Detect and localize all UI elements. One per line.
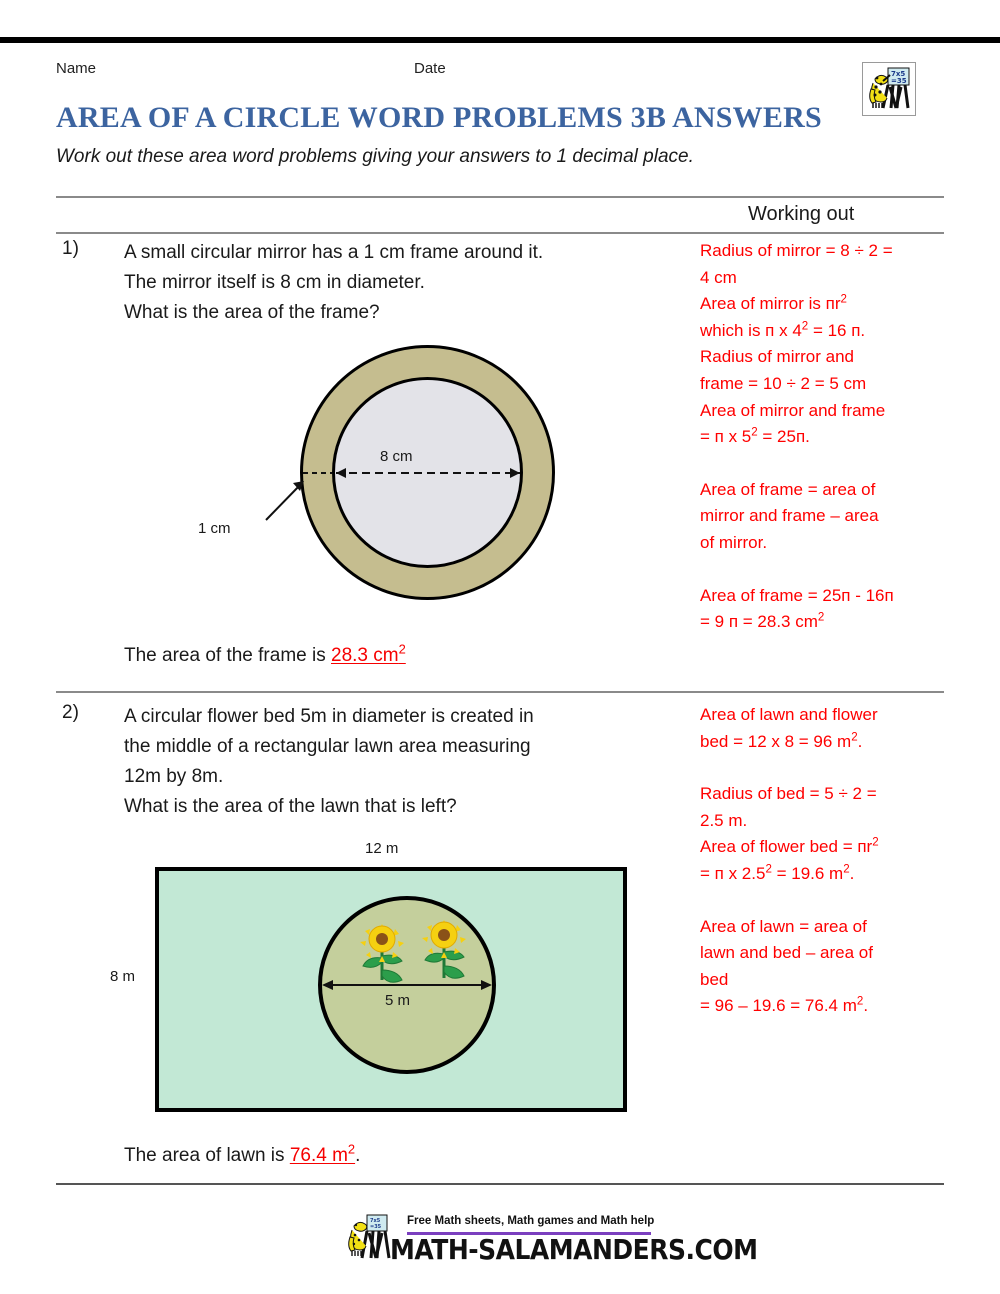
page-title: AREA OF A CIRCLE WORD PROBLEMS 3B ANSWERS bbox=[56, 101, 822, 134]
problem-2-line-4: What is the area of the lawn that is left? bbox=[124, 796, 457, 817]
sunflower-icon-2 bbox=[422, 920, 466, 978]
page-subtitle: Work out these area word problems giving your answers to 1 decimal place. bbox=[56, 146, 694, 167]
name-date-row bbox=[56, 60, 944, 80]
working-1-line-4: which is п x $4^2 = 16$ п. bbox=[700, 320, 866, 340]
lawn-diagram-annotations bbox=[110, 840, 680, 1130]
problem-1-answer bbox=[124, 641, 406, 667]
problem-2-answer-value: 76.4 $m^2$ bbox=[289, 1141, 356, 1166]
svg-text:=35: =35 bbox=[370, 1224, 382, 1230]
problem-1-text bbox=[124, 238, 684, 328]
working-2-spacer-1 bbox=[700, 755, 955, 781]
problem-2-number: 2) bbox=[62, 702, 79, 723]
working-2-line-7: Area of lawn = area of bbox=[700, 916, 867, 936]
problem-2-answer-prefix: The area of lawn is bbox=[124, 1145, 290, 1166]
working-1-line-5: Radius of mirror and bbox=[700, 347, 855, 367]
working-2-spacer-2 bbox=[700, 888, 955, 914]
top-border-rule bbox=[0, 37, 1000, 42]
date-label: Date bbox=[414, 60, 446, 77]
working-1-line-6: frame = 10 ÷ 2 = 5 cm bbox=[700, 373, 867, 393]
footer-branding[interactable] bbox=[345, 1213, 758, 1269]
problem-2-answer bbox=[124, 1141, 361, 1167]
divider-bottom bbox=[56, 1183, 944, 1185]
lawn-height-label: 8 m bbox=[110, 968, 136, 985]
working-1-line-7: Area of mirror and frame bbox=[700, 400, 886, 420]
working-out-column-header: Working out bbox=[748, 203, 855, 225]
working-1-line-9: Area of frame = area of bbox=[700, 479, 876, 499]
svg-text:7x5: 7x5 bbox=[891, 70, 906, 78]
working-1-line-13: = 9 п = 28.3 $cm^2$ bbox=[700, 611, 825, 632]
working-1-line-8: = п x $5^2 = 25п$. bbox=[700, 426, 810, 447]
problem-2-working-out bbox=[700, 702, 955, 1020]
working-2-line-6: = п x $2.5^2 = 19.6$ $m^2$. bbox=[700, 863, 855, 883]
svg-text:7x5: 7x5 bbox=[370, 1218, 381, 1224]
divider-top bbox=[56, 196, 944, 198]
salamander-logo-icon bbox=[862, 62, 916, 116]
working-2-line-5: Area of flower bed = $пr^2$ bbox=[700, 836, 879, 857]
problem-2-line-3: 12m by 8m. bbox=[124, 766, 224, 787]
working-2-line-10: = 96 – 19.6 = 76.4 $m^2$. bbox=[700, 995, 869, 1016]
working-1-line-12: Area of frame = 25п - 16п bbox=[700, 585, 894, 605]
mirror-diameter-label: 8 cm bbox=[380, 448, 413, 465]
divider-below-header bbox=[56, 232, 944, 234]
problem-1-line-2: The mirror itself is 8 cm in diameter. bbox=[124, 272, 425, 293]
working-1-spacer-2 bbox=[700, 557, 955, 583]
sunflower-icon-1 bbox=[360, 924, 404, 982]
problem-1-number: 1) bbox=[62, 238, 79, 259]
working-2-line-9: bed bbox=[700, 969, 729, 989]
footer-brand-name[interactable]: MATH-SALAMANDERS.COM bbox=[390, 1233, 758, 1266]
problem-1-working-out bbox=[700, 238, 955, 636]
working-2-line-2: bed = 12 x 8 = 96 $m^2$. bbox=[700, 730, 863, 751]
working-1-line-10: mirror and frame – area bbox=[700, 506, 879, 526]
working-2-line-4: 2.5 m. bbox=[700, 810, 748, 830]
name-label: Name bbox=[56, 60, 97, 77]
lawn-width-label: 12 m bbox=[365, 840, 399, 857]
working-1-spacer-1 bbox=[700, 451, 955, 477]
flower-bed-diameter-label: 5 m bbox=[385, 992, 411, 1009]
problem-2-line-1: A circular flower bed 5m in diameter is created in bbox=[124, 706, 534, 727]
working-1-line-11: of mirror. bbox=[700, 532, 768, 552]
lawn-diagram bbox=[110, 840, 680, 1130]
working-1-line-3: Area of mirror is $пr^2$ bbox=[700, 293, 847, 314]
footer-tagline: Free Math sheets, Math games and Math help bbox=[407, 1215, 655, 1227]
working-1-line-2: 4 cm bbox=[700, 267, 737, 287]
svg-text:=35: =35 bbox=[891, 77, 907, 85]
problem-2-answer-suffix: . bbox=[355, 1145, 361, 1166]
frame-thickness-label: 1 cm bbox=[198, 520, 231, 537]
working-2-line-1: Area of lawn and flower bbox=[700, 705, 878, 724]
working-1-line-1: Radius of mirror = 8 ÷ 2 = bbox=[700, 241, 893, 260]
working-2-line-3: Radius of bed = 5 ÷ 2 = bbox=[700, 784, 877, 804]
problem-2-line-2: the middle of a rectangular lawn area measuring bbox=[124, 736, 531, 757]
problem-1-line-1: A small circular mirror has a 1 cm frame around it. bbox=[124, 242, 544, 263]
problem-1-answer-prefix: The area of the frame is bbox=[124, 645, 331, 666]
working-2-line-8: lawn and bed – area of bbox=[700, 943, 873, 963]
mirror-diagram-annotations bbox=[190, 335, 590, 625]
problem-2-text bbox=[124, 702, 684, 822]
problem-1-line-3: What is the area of the frame? bbox=[124, 302, 380, 323]
divider-between-problems bbox=[56, 691, 944, 693]
problem-1-answer-value: 28.3 $cm^2$ bbox=[331, 641, 406, 666]
mirror-diagram bbox=[190, 335, 590, 625]
